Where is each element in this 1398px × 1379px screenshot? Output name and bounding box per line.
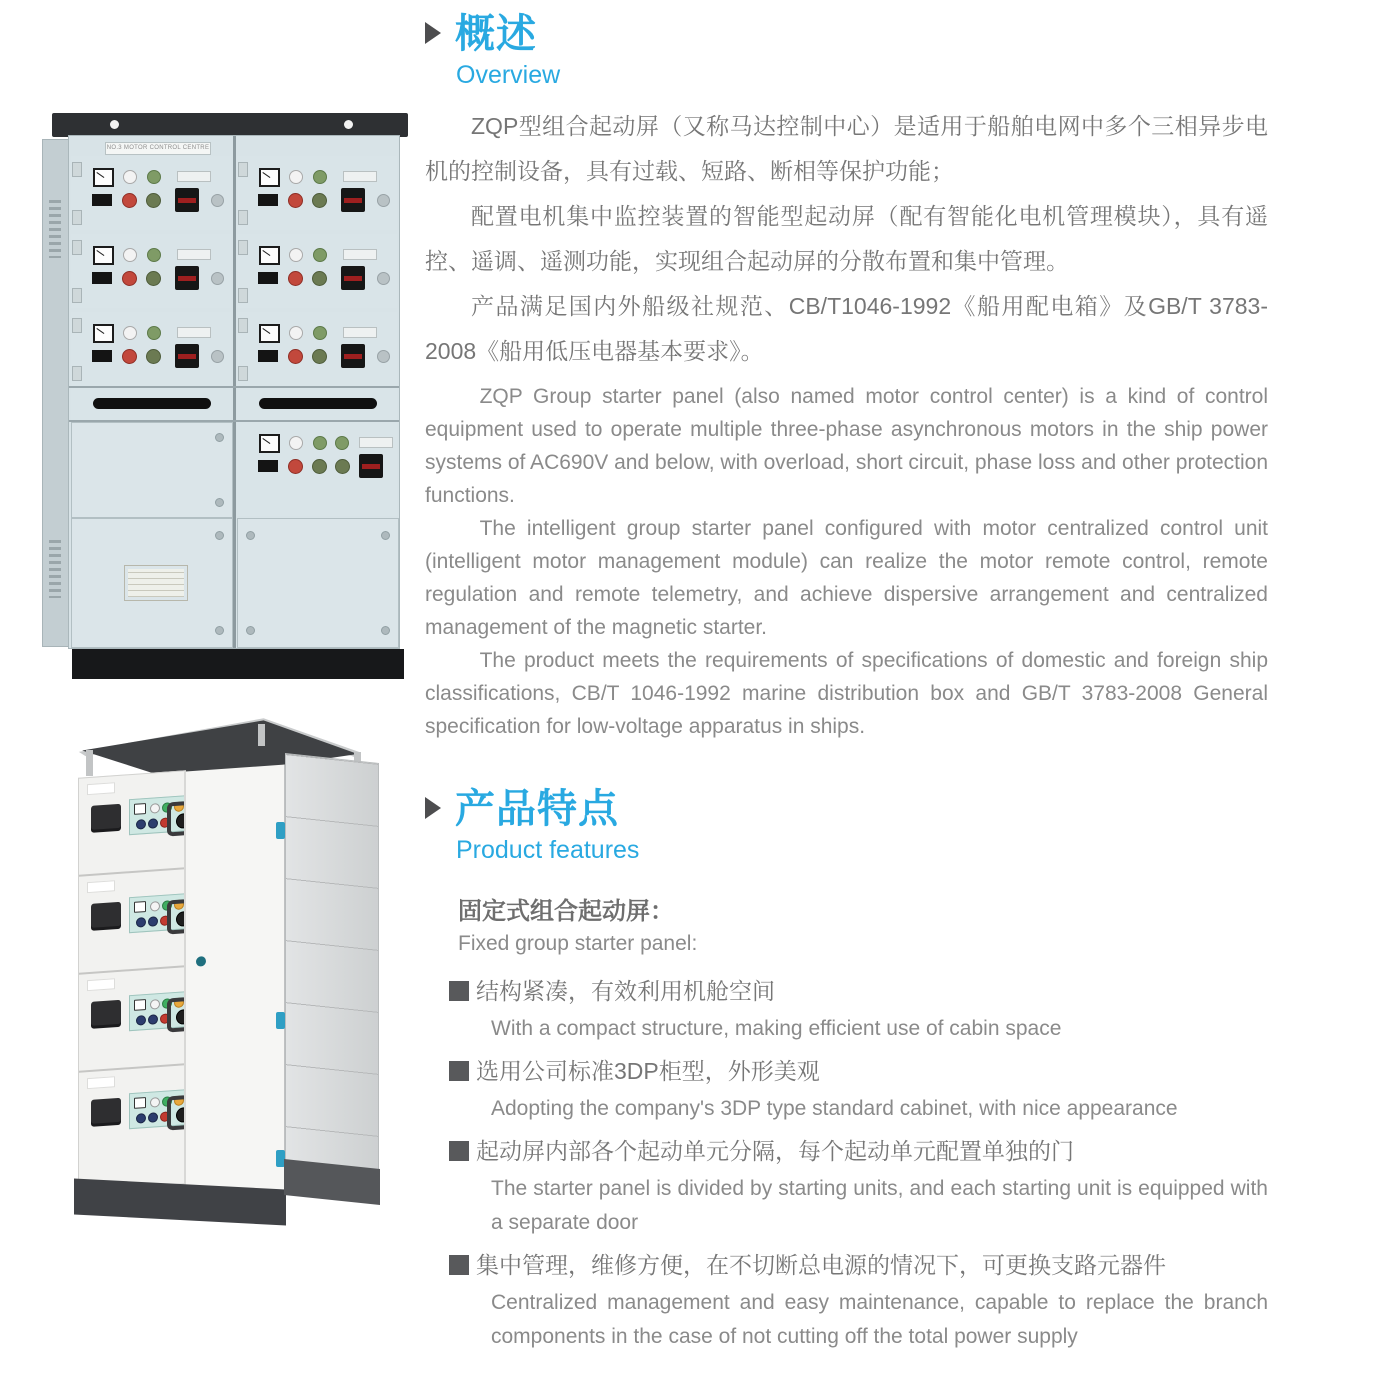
feature-item (449, 1054, 1268, 1126)
unit-tag (87, 1076, 115, 1089)
door-hinge (72, 288, 82, 303)
starter-unit-door (71, 234, 231, 308)
features-section (425, 787, 1268, 1354)
green-pushbutton (146, 349, 161, 364)
feature-item-cn (449, 1134, 1268, 1168)
red-pushbutton (288, 459, 303, 474)
feature-text-cn: 结构紧凑，有效利用机舱空间 (476, 978, 775, 1004)
ammeter (134, 999, 146, 1011)
vent-grille (49, 200, 61, 258)
cabinet-front (68, 135, 400, 649)
green-pushbutton (312, 271, 327, 286)
blue-pushbutton (148, 818, 158, 829)
bullet-square-icon (449, 1141, 469, 1161)
cabinet-top-cap (52, 113, 408, 137)
canopy-post (258, 724, 265, 746)
door-lock-knob (196, 956, 206, 967)
red-pushbutton (288, 349, 303, 364)
green-indicator-lamp (313, 326, 327, 340)
overview-chinese-text (425, 104, 1268, 374)
louvered-side-panel (285, 753, 379, 1201)
rotary-isolator-handle (341, 266, 365, 290)
green-indicator-lamp (147, 326, 161, 340)
door-hinge (238, 366, 248, 381)
rotary-isolator-handle (341, 344, 365, 368)
features-header (425, 787, 1268, 831)
starter-unit-door (237, 156, 397, 230)
door-hinge (72, 366, 82, 381)
overview-header (425, 12, 1268, 56)
selector-switch (92, 194, 112, 206)
starter-unit-column (78, 770, 186, 1192)
blue-pushbutton (148, 916, 158, 927)
door-hinge (238, 318, 248, 333)
full-height-door (184, 764, 287, 1195)
feature-text-cn: 选用公司标准3DP柜型，外形美观 (476, 1058, 820, 1084)
rotary-isolator-handle (91, 1000, 121, 1026)
selector-switch (258, 350, 278, 362)
rotary-isolator-handle (91, 804, 121, 830)
blue-pushbutton (136, 819, 146, 830)
green-indicator-lamp (313, 436, 327, 450)
door-hinge (72, 318, 82, 333)
reset-button (377, 350, 390, 363)
blank-door (237, 518, 399, 648)
door-hinge (72, 210, 82, 225)
white-indicator-lamp (289, 170, 303, 184)
paragraph-en: The product meets the requirements of specifications of domestic and foreign ship classifications, CB/T 1046-1992 marine distribution box and GB/T 3783-2008 General specification for low-voltage apparatus in ships. (425, 649, 1268, 738)
reset-button (211, 272, 224, 285)
starter-unit-door (71, 312, 231, 386)
ammeter (93, 324, 114, 343)
starter-unit-door (237, 422, 397, 516)
feature-item (449, 1248, 1268, 1354)
rotary-isolator-handle (175, 344, 199, 368)
overview-title-en: Overview (456, 61, 561, 89)
section-arrow-icon (425, 797, 441, 819)
selector-switch (92, 350, 112, 362)
green-pushbutton (312, 193, 327, 208)
green-pushbutton (312, 459, 327, 474)
starter-unit-door (79, 771, 185, 876)
selector-switch (258, 460, 278, 472)
feature-text-cn: 集中管理，维修方便，在不切断总电源的情况下，可更换支路元器件 (476, 1252, 1166, 1278)
ammeter (134, 901, 146, 913)
cap-hole (344, 120, 353, 129)
paragraph-cn: ZQP型组合起动屏（又称马达控制中心）是适用于船舶电网中多个三相异步电机的控制设备，具有过载、短路、断相等保护功能； (425, 113, 1268, 184)
paragraph-en: The intelligent group starter panel configured with motor centralized control unit (intelligent motor management module) can realize the motor remote control, remote regulation and remote telemetry, and achieve dispersive arrangement and centralized management of the magnetic starter. (425, 517, 1268, 639)
ammeter (259, 434, 280, 453)
overview-section (425, 12, 1268, 743)
unit-tag (87, 782, 115, 795)
cabinet-side-panel (42, 139, 70, 647)
starter-unit-door (237, 234, 397, 308)
door-hinge (238, 210, 248, 225)
feature-item-cn (449, 1248, 1268, 1282)
green-pushbutton (335, 459, 350, 474)
door-pull-handle (71, 388, 231, 420)
cabinet-plinth (72, 649, 404, 679)
ammeter (259, 246, 280, 265)
starter-unit-door (79, 1065, 185, 1168)
red-pushbutton (288, 193, 303, 208)
reset-button (211, 194, 224, 207)
starter-unit-door (71, 156, 231, 230)
ammeter (259, 168, 280, 187)
unit-tag (343, 171, 377, 182)
door-pull-handle (237, 388, 397, 420)
door-hinge (238, 240, 248, 255)
bullet-square-icon (449, 1061, 469, 1081)
unit-tag (343, 327, 377, 338)
ammeter (134, 803, 146, 815)
green-indicator-lamp (147, 248, 161, 262)
reset-button (377, 272, 390, 285)
white-indicator-lamp (289, 326, 303, 340)
feature-item (449, 1134, 1268, 1240)
blue-pushbutton (136, 917, 146, 928)
door-hinge (238, 288, 248, 303)
feature-list (449, 974, 1268, 1354)
white-indicator-lamp (123, 326, 137, 340)
red-pushbutton (122, 193, 137, 208)
overview-title-cn: 概述 (455, 12, 537, 56)
green-pushbutton (146, 271, 161, 286)
features-subtitle-cn: 固定式组合起动屏： (458, 898, 674, 925)
green-indicator-lamp (313, 170, 327, 184)
canopy-post (86, 750, 93, 776)
starter-unit-door (237, 312, 397, 386)
unit-tag (177, 249, 211, 260)
door-hinge (72, 240, 82, 255)
feature-text-en: With a compact structure, making efficient use of cabin space (491, 1017, 1062, 1040)
unit-tag (343, 249, 377, 260)
selector-switch (258, 194, 278, 206)
selector-switch (258, 272, 278, 284)
white-indicator-lamp (289, 436, 303, 450)
bullet-square-icon (449, 981, 469, 1001)
paragraph-cn: 配置电机集中监控装置的智能型起动屏（配有智能化电机管理模块），具有遥控、遥调、遥测功能，实现组合起动屏的分散布置和集中管理。 (425, 203, 1268, 274)
red-pushbutton (122, 271, 137, 286)
door-hinge (72, 162, 82, 177)
ammeter (259, 324, 280, 343)
door-hinge (238, 162, 248, 177)
blank-door (71, 422, 233, 518)
white-indicator-lamp (289, 248, 303, 262)
blue-pushbutton (148, 1112, 158, 1123)
unit-tag (177, 171, 211, 182)
selector-switch (92, 272, 112, 284)
door-clip (276, 1012, 285, 1029)
unit-tag (359, 437, 393, 448)
green-indicator-lamp (313, 248, 327, 262)
feature-text-en: Centralized management and easy maintenance, capable to replace the branch components in the case of not cutting off the total power supply (491, 1291, 1268, 1348)
ammeter (134, 1097, 146, 1109)
starter-unit-door (79, 869, 185, 974)
door-clip (276, 822, 285, 839)
blue-pushbutton (136, 1113, 146, 1124)
cabinet-nameplate-label: NO.3 MOTOR CONTROL CENTRE (105, 142, 211, 155)
feature-item-cn (449, 974, 1268, 1008)
red-pushbutton (288, 271, 303, 286)
white-indicator-lamp (150, 803, 160, 814)
starter-unit-door (79, 967, 185, 1072)
rotary-isolator-handle (175, 188, 199, 212)
white-indicator-lamp (150, 901, 160, 912)
blank-door (71, 518, 233, 648)
feature-item (449, 974, 1268, 1046)
blue-pushbutton (148, 1014, 158, 1025)
section-arrow-icon (425, 22, 441, 44)
rotary-isolator-handle (175, 266, 199, 290)
red-pushbutton (122, 349, 137, 364)
feature-item-cn (449, 1054, 1268, 1088)
features-title-en: Product features (456, 836, 640, 864)
white-indicator-lamp (123, 248, 137, 262)
feature-text-en: Adopting the company's 3DP type standard cabinet, with nice appearance (491, 1097, 1178, 1120)
ammeter (93, 246, 114, 265)
paragraph-cn: 产品满足国内外船级社规范、CB/T1046-1992《船用配电箱》及GB/T 3783-2008《船用低压电器基本要求》。 (425, 293, 1268, 364)
white-indicator-lamp (150, 999, 160, 1010)
overview-english-text (425, 380, 1268, 743)
green-pushbutton (146, 193, 161, 208)
rating-nameplate (124, 565, 188, 601)
vent-grille (49, 540, 61, 598)
feature-text-cn: 起动屏内部各个起动单元分隔，每个起动单元配置单独的门 (476, 1138, 1074, 1164)
bullet-square-icon (449, 1255, 469, 1275)
reset-button (377, 194, 390, 207)
ammeter (93, 168, 114, 187)
white-indicator-lamp (123, 170, 137, 184)
unit-tag (87, 978, 115, 991)
paragraph-en: ZQP Group starter panel (also named motor control center) is a kind of control equipment used to operate multiple three-phase asynchronous motors in the ship power systems of AC690V and below, with overload, short circuit, phase loss and other protection functions. (425, 385, 1268, 507)
column-divider (233, 136, 236, 648)
features-subtitle-en: Fixed group starter panel: (458, 932, 698, 955)
text-column (425, 12, 1268, 1354)
green-indicator-lamp (335, 436, 349, 450)
cap-hole (110, 120, 119, 129)
feature-text-en: The starter panel is divided by starting units, and each starting unit is equipped with a separate door (491, 1177, 1268, 1234)
motor-control-center-photo (40, 105, 412, 685)
rotary-isolator-handle (91, 902, 121, 928)
fixed-starter-panel-photo (62, 712, 398, 1272)
features-title-cn: 产品特点 (455, 787, 619, 831)
rotary-isolator-handle (91, 1098, 121, 1124)
reset-button (211, 350, 224, 363)
rotary-isolator-handle (359, 454, 383, 478)
green-pushbutton (312, 349, 327, 364)
blue-pushbutton (136, 1015, 146, 1026)
unit-tag (177, 327, 211, 338)
unit-tag (87, 880, 115, 893)
rotary-isolator-handle (341, 188, 365, 212)
green-indicator-lamp (147, 170, 161, 184)
white-indicator-lamp (150, 1097, 160, 1108)
